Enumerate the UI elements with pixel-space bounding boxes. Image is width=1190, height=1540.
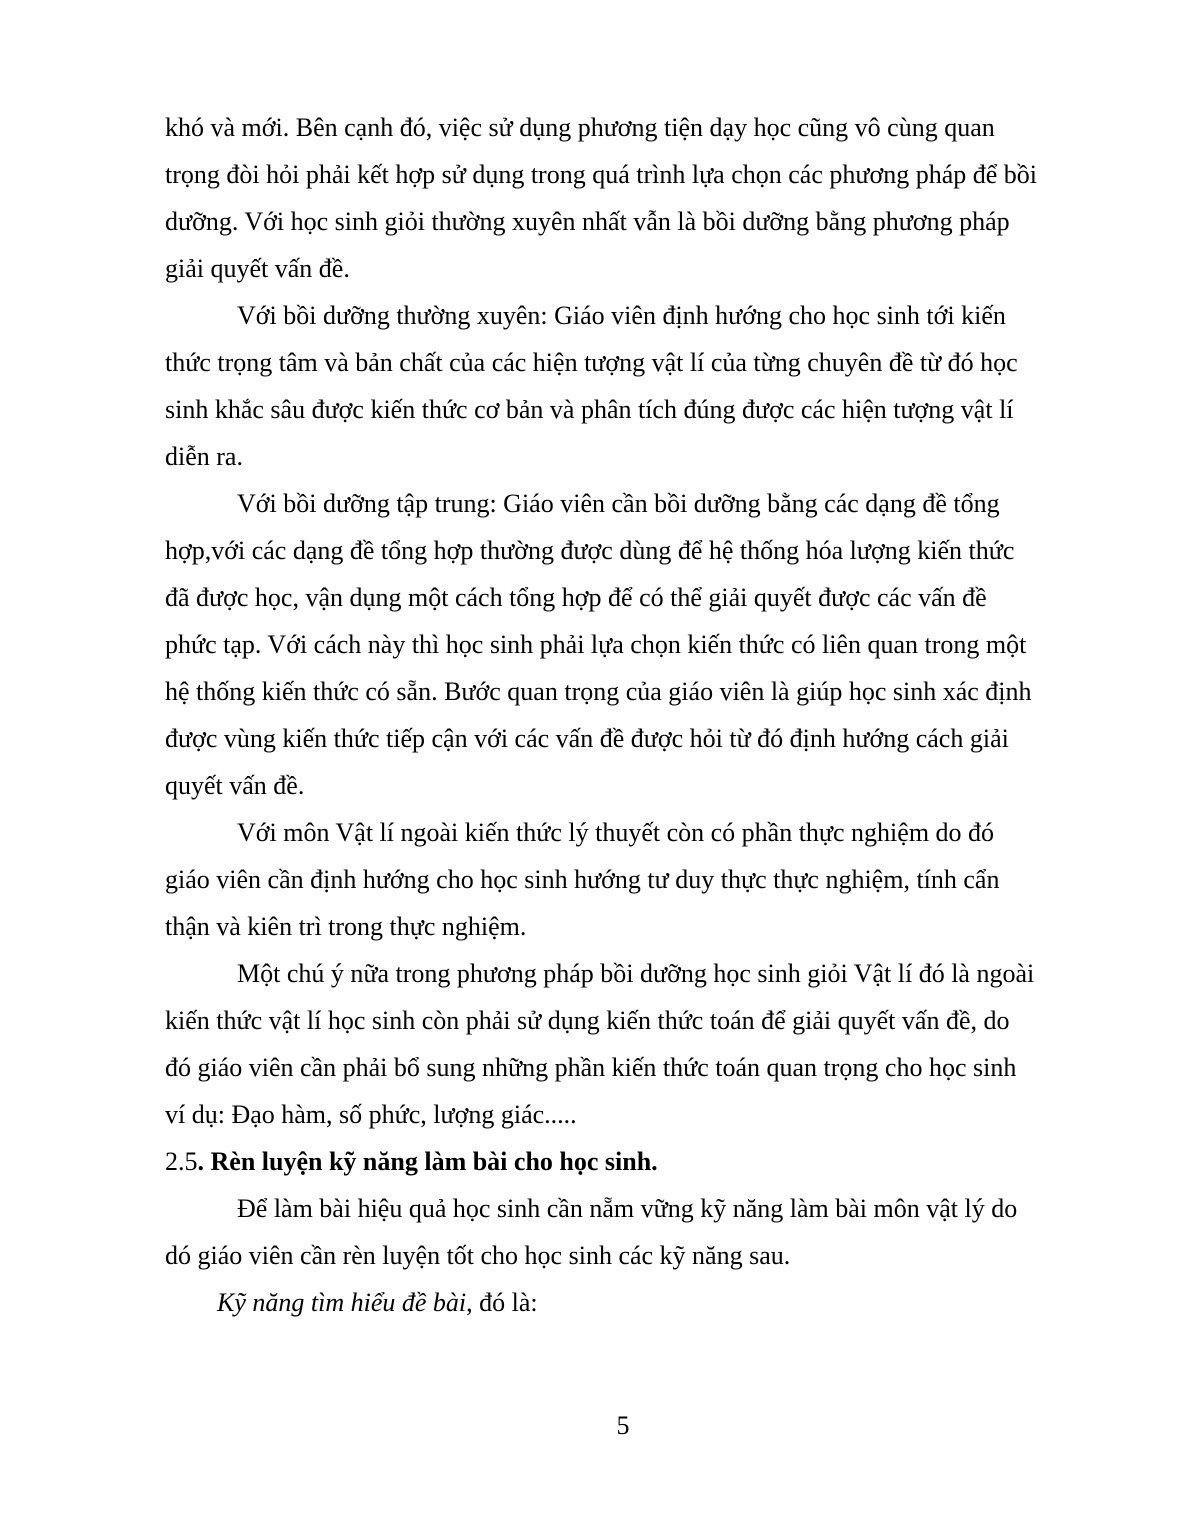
skill-lead-italic: Kỹ năng tìm hiểu đề bài xyxy=(217,1288,467,1317)
text-line: kiến thức vật lí học sinh còn phải sử dụng kiến thức toán để giải quyết vấn đề, do xyxy=(165,1006,1010,1035)
page-number: 5 xyxy=(616,1411,630,1440)
section-number: 2.5 xyxy=(165,1147,198,1176)
text-line: sinh khắc sâu được kiến thức cơ bản và phân tích đúng được các hiện tượng vật lí xyxy=(165,395,1014,424)
text-line: hợp,với các dạng đề tổng hợp thường được dùng để hệ thống hóa lượng kiến thức xyxy=(165,536,1015,565)
paragraph-experiment xyxy=(165,809,1085,950)
text-line: dưỡng. Với học sinh giỏi thường xuyên nhất vẫn là bồi dưỡng bằng phương pháp xyxy=(165,207,1010,236)
text-line: hệ thống kiến thức có sẵn. Bước quan trọng của giáo viên là giúp học sinh xác định xyxy=(165,677,1032,706)
text-line: Để làm bài hiệu quả học sinh cần nẵm vững kỹ năng làm bài môn vật lý do xyxy=(237,1194,1018,1223)
section-heading xyxy=(165,1138,1085,1185)
text-line: Với bồi dưỡng thường xuyên: Giáo viên định hướng cho học sinh tới kiến xyxy=(237,301,1006,330)
text-line: được vùng kiến thức tiếp cận với các vấn đề được hỏi từ đó định hướng cách giải xyxy=(165,724,1009,753)
text-line: Một chú ý nữa trong phương pháp bồi dưỡng học sinh giỏi Vật lí đó là ngoài xyxy=(237,959,1035,988)
paragraph-math-knowledge xyxy=(165,950,1085,1138)
text-line: Với môn Vật lí ngoài kiến thức lý thuyết còn có phần thực nghiệm do đó xyxy=(237,818,995,847)
text-line: quyết vấn đề. xyxy=(165,771,305,800)
text-line: diễn ra. xyxy=(165,442,243,471)
paragraph-intensive-training xyxy=(165,480,1085,809)
skill-lead xyxy=(165,1279,1085,1326)
text-line: giáo viên cần định hướng cho học sinh hướng tư duy thực thực nghiệm, tính cẩn xyxy=(165,865,1000,894)
text-line: đó giáo viên cần phải bổ sung những phần kiến thức toán quan trọng cho học sinh xyxy=(165,1053,1017,1082)
text-line: đã được học, vận dụng một cách tổng hợp để có thể giải quyết được các vấn đề xyxy=(165,583,987,612)
text-line: khó và mới. Bên cạnh đó, việc sử dụng phương tiện dạy học cũng vô cùng quan xyxy=(165,113,995,142)
text-line: thận và kiên trì trong thực nghiệm. xyxy=(165,912,527,941)
text-line: thức trọng tâm và bản chất của các hiện tượng vật lí của từng chuyên đề từ đó học xyxy=(165,348,1018,377)
text-line: Với bồi dưỡng tập trung: Giáo viên cần bồi dưỡng bằng các dạng đề tổng xyxy=(237,489,1000,518)
paragraph-skills-intro xyxy=(165,1185,1085,1279)
text-line: trọng đòi hỏi phải kết hợp sử dụng trong quá trình lựa chọn các phương pháp để bồi xyxy=(165,160,1038,189)
text-line: ví dụ: Đạo hàm, số phức, lượng giác..... xyxy=(165,1100,577,1129)
text-line: dó giáo viên cần rèn luyện tốt cho học sinh các kỹ năng sau. xyxy=(165,1241,791,1270)
paragraph-regular-training xyxy=(165,292,1085,480)
body-text xyxy=(165,104,1085,1326)
section-title: . Rèn luyện kỹ năng làm bài cho học sinh. xyxy=(197,1147,658,1176)
text-line: phức tạp. Với cách này thì học sinh phải lựa chọn kiến thức có liên quan trong một xyxy=(165,630,1027,659)
skill-lead-rest: , đó là: xyxy=(466,1288,538,1317)
paragraph-continuation xyxy=(165,104,1085,292)
text-line: giải quyết vấn đề. xyxy=(165,254,350,283)
